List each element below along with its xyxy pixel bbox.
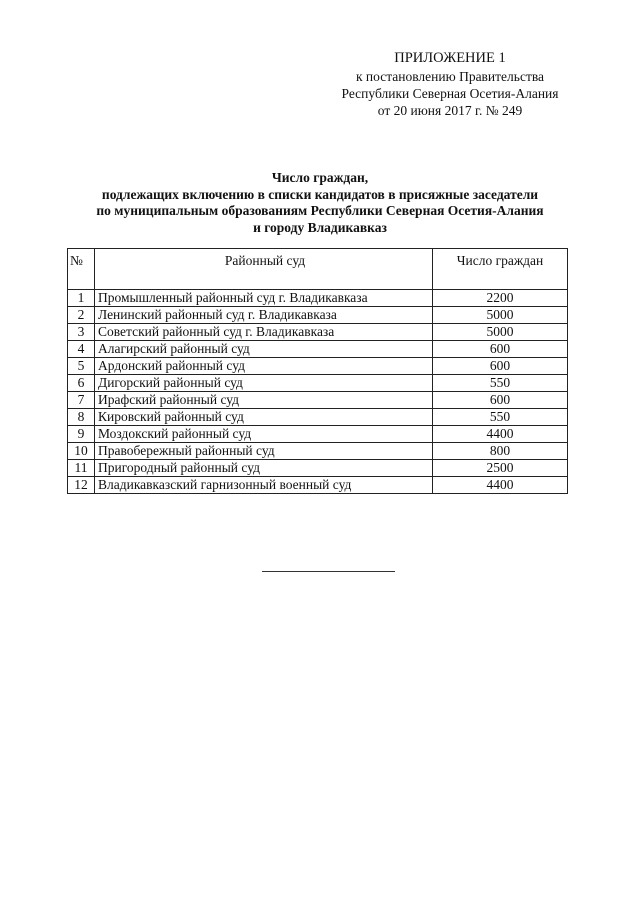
row-num: 4 xyxy=(68,341,95,358)
row-num: 7 xyxy=(68,392,95,409)
row-court: Алагирский районный суд xyxy=(95,341,433,358)
row-count: 2500 xyxy=(433,460,568,477)
appendix-line-3: от 20 июня 2017 г. № 249 xyxy=(377,103,523,118)
heading-line-3: по муниципальным образованиям Республики Северная Осетия-Алания xyxy=(96,203,544,218)
appendix-block xyxy=(300,50,600,119)
row-court: Моздокский районный суд xyxy=(95,426,433,443)
row-num: 3 xyxy=(68,324,95,341)
row-num: 12 xyxy=(68,477,95,494)
row-court: Ленинский районный суд г. Владикавказа xyxy=(95,307,433,324)
row-count: 5000 xyxy=(433,307,568,324)
table-header-row xyxy=(68,249,568,290)
row-court: Дигорский районный суд xyxy=(95,375,433,392)
row-num: 2 xyxy=(68,307,95,324)
table-row xyxy=(68,392,568,409)
row-count: 600 xyxy=(433,358,568,375)
row-num: 8 xyxy=(68,409,95,426)
row-num: 5 xyxy=(68,358,95,375)
table-row xyxy=(68,443,568,460)
row-count: 800 xyxy=(433,443,568,460)
appendix-line-1: к постановлению Правительства xyxy=(355,69,545,84)
row-count: 2200 xyxy=(433,290,568,307)
appendix-line-2: Республики Северная Осетия-Алания xyxy=(341,86,559,101)
closing-separator-line xyxy=(262,571,395,572)
heading-line-2: подлежащих включению в списки кандидатов в присяжные заседатели xyxy=(101,186,539,202)
row-count: 5000 xyxy=(433,324,568,341)
row-court: Владикавказский гарнизонный военный суд xyxy=(95,477,433,494)
header-court: Районный суд xyxy=(95,249,433,290)
row-court: Пригородный районный суд xyxy=(95,460,433,477)
table-row xyxy=(68,426,568,443)
heading-line-1: Число граждан, xyxy=(271,170,369,185)
table-row xyxy=(68,324,568,341)
row-num: 6 xyxy=(68,375,95,392)
table-row xyxy=(68,307,568,324)
table-row xyxy=(68,477,568,494)
table-row xyxy=(68,375,568,392)
table-row xyxy=(68,341,568,358)
row-count: 600 xyxy=(433,341,568,358)
row-count: 550 xyxy=(433,409,568,426)
appendix-title: ПРИЛОЖЕНИЕ 1 xyxy=(394,50,506,66)
header-count: Число граждан xyxy=(433,249,568,290)
header-num: № xyxy=(68,249,95,290)
table-row xyxy=(68,358,568,375)
row-count: 550 xyxy=(433,375,568,392)
courts-table xyxy=(67,248,568,494)
table-row xyxy=(68,409,568,426)
row-count: 600 xyxy=(433,392,568,409)
heading-line-4: и городу Владикавказ xyxy=(253,219,387,235)
row-num: 10 xyxy=(68,443,95,460)
row-court: Кировский районный суд xyxy=(95,409,433,426)
row-court: Ирафский районный суд xyxy=(95,392,433,409)
row-count: 4400 xyxy=(433,426,568,443)
row-num: 1 xyxy=(68,290,95,307)
table-row xyxy=(68,460,568,477)
row-court: Промышленный районный суд г. Владикавказа xyxy=(95,290,433,307)
row-court: Советский районный суд г. Владикавказа xyxy=(95,324,433,341)
row-num: 11 xyxy=(68,460,95,477)
document-heading xyxy=(40,170,600,236)
row-court: Ардонский районный суд xyxy=(95,358,433,375)
table-row xyxy=(68,290,568,307)
row-num: 9 xyxy=(68,426,95,443)
row-court: Правобережный районный суд xyxy=(95,443,433,460)
row-count: 4400 xyxy=(433,477,568,494)
